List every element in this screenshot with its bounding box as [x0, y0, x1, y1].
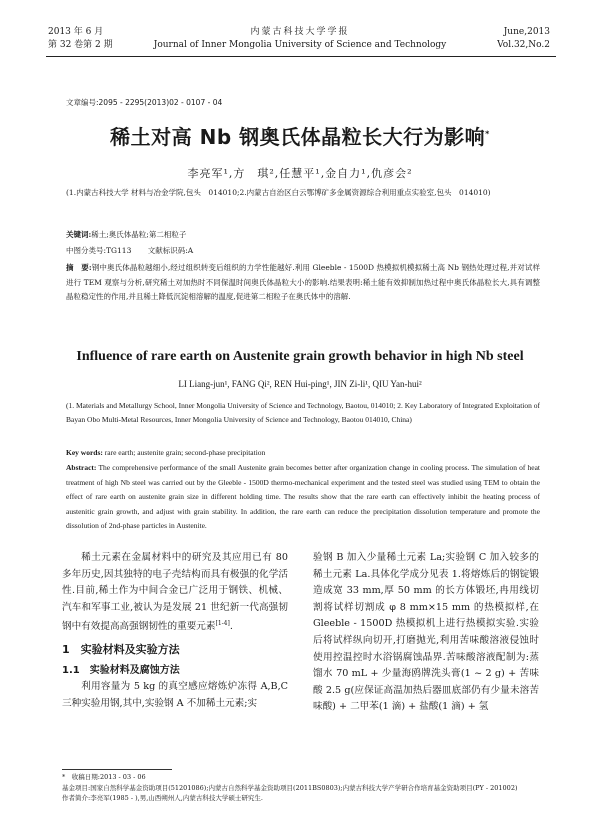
materials-paragraph-continued: 验钢 B 加入少量稀土元素 La;实验钢 C 加入较多的稀土元素 La.具体化学成分见表 1.将熔炼后的钢锭锻造成宽 33 mm,厚 50 mm 的长方体锻坯,冉用线切割将试样切割成 φ 8 mm×15 mm 的热模拟样,在 Gleeble - 1500D 热模拟机上进行热模拟实验.实验后将试样纵向切开,打磨抛光,利用苦味酸溶液侵蚀时使用控温控时水浴锅腐蚀晶界.苦味酸溶液配制为:蒸馏水 70 mL + 少量海鸥牌洗头膏(1 ~ 2 g) + 苦味酸 2.5 g(应保证高温加热后器皿底部仍有少量未溶苦味酸) + 二甲苯(1 滴) + 盐酸(1 滴) + 氢 — [313, 552, 539, 713]
keywords-en — [66, 447, 540, 459]
footnote-rule — [62, 769, 172, 770]
abstract-zh — [66, 261, 540, 305]
affiliation-en: (1. Materials and Metallurgy School, Inner Mongolia University of Science and Technology, Baotou, 014010; 2. Key Laboratory of Integrated Exploitation of Bayan Obo Multi-Metal Resources, Inner Mongolia University of Science and Technology, Baotou 014010, China) — [66, 401, 540, 424]
abstract-en — [66, 461, 540, 534]
header-rule — [46, 56, 556, 57]
keywords-zh — [66, 229, 540, 241]
title-zh — [0, 121, 600, 150]
abstract-zh-text: 钢中奥氏体晶粒越细小,经过组织转变后组织的力学性能越好.利用 Gleeble - 1500D 热模拟机模拟稀土高 Nb 钢热处理过程,并对试样进行 TEM 观察与分析,研究稀土对加热时不同保温时间奥氏体晶粒大小的影响.结果表明:稀土能有效抑制加热过程中奥氏体晶粒长大,具有调整晶粒稳定性的作用,并且稀土降低沉淀相溶解的温度,促进第二相粒子在奥氏体中的溶解. — [66, 263, 540, 301]
footnote-author: 作者简介:李亮军(1985 - ),男,山西朔州人,内蒙古科技大学硕士研究生. — [62, 794, 263, 803]
abstract-zh-label: 摘 要: — [66, 263, 92, 272]
authors-en: LI Liang-jun¹, FANG Qi², REN Hui-ping¹, JIN Zi-li¹, QIU Yan-hui² — [178, 379, 422, 389]
class-number: 中图分类号:TG113 — [66, 246, 132, 255]
running-header — [0, 0, 600, 62]
footnote-fund: 基金项目:国家自然科学基金资助项目(51201086);内蒙古自然科学基金资助项目(2011BS0803);内蒙古科技大学产学研合作培育基金资助项目(PY - 201002) — [62, 783, 518, 792]
authors-zh: 李亮军¹,方 琪²,任慧平¹,金自力¹,仇彦会² — [187, 167, 413, 180]
header-date-zh: 2013 年 6 月 — [48, 27, 104, 37]
intro-citation: [1-4] — [215, 620, 230, 628]
intro-paragraph — [62, 550, 288, 636]
abstract-en-text: The comprehensive performance of the small Austenite grain becomes better after organization change in cooling process. The simulation of heat treatment of high Nb steel was carried out by the Gleeble - 1500D thermo-mechanical experiment and the tested steel was studied using TEM to obtain the effect of rare earth on austenite grain size in different holding time. The results show that the rare earth can effectively inhibit the heating process of austenitic grain growth, and adjust with grain stability. In addition, the rare earth can reduce the precipitation dissolution temperature and promote the dissolution of 2nd-phase particles in Austenite. — [66, 463, 540, 530]
keywords-zh-label: 关键词: — [66, 230, 92, 239]
footnote-received: * 收稿日期:2013 - 03 - 06 — [62, 773, 146, 781]
title-en: Influence of rare earth on Austenite grain growth behavior in high Nb steel — [76, 349, 524, 364]
intro-end: . — [229, 621, 233, 633]
header-right — [497, 26, 550, 52]
journal-name-en: Journal of Inner Mongolia University of Science and Technology — [153, 40, 447, 50]
abstract-en-label: Abstract: — [66, 463, 97, 472]
header-date-en: June,2013 — [503, 27, 550, 37]
title-zh-text: 稀土对高 Nb 钢奥氏体晶粒长大行为影响 — [110, 125, 486, 149]
article-id: 文章编号:2095 - 2295(2013)02 - 0107 - 04 — [66, 98, 223, 107]
affiliation-zh: (1.内蒙古科技大学 材料与冶金学院,包头 014010;2.内蒙古自治区白云鄂博矿多金属资源综合利用重点实验室,包头 014010) — [66, 188, 491, 197]
body-column-left — [62, 550, 288, 713]
materials-paragraph: 利用容量为 5 kg 的真空感应熔炼炉冻得 A,B,C 三种实验用钢,其中,实验钢 A 不加稀土元素;实 — [62, 681, 288, 709]
keywords-en-label: Key words: — [66, 448, 103, 457]
document-code: 文献标识码:A — [147, 246, 194, 255]
intro-text: 稀土元素在金属材料中的研究及其应用已有 80 多年历史,因其独特的电子壳结构而具有极强的化学活性.目前,稀土作为中间合金已广泛用于钢铁、机械、汽车和军事工业,被认为是发展 21 世纪新一代高强韧钢中有效提高高强钢韧性的重要元素 — [62, 552, 288, 633]
header-volume-en: Vol.32,No.2 — [497, 40, 550, 50]
journal-name-zh: 内蒙古科技大学学报 — [250, 27, 350, 37]
section-heading-1: 1 实验材料及实验方法 — [62, 643, 180, 657]
body-column-right — [313, 550, 539, 716]
header-volume-zh: 第 32 卷第 2 期 — [48, 40, 113, 50]
footnotes — [62, 772, 542, 804]
keywords-zh-text: 稀土;奥氏体晶粒;第二相粒子 — [91, 230, 187, 239]
keywords-en-text: rare earth; austenite grain; second-phase precipitation — [104, 448, 266, 457]
classification-line — [66, 245, 540, 257]
section-heading-1-1: 1.1 实验材料及腐蚀方法 — [62, 664, 180, 676]
title-zh-footnote-mark: * — [485, 129, 490, 139]
